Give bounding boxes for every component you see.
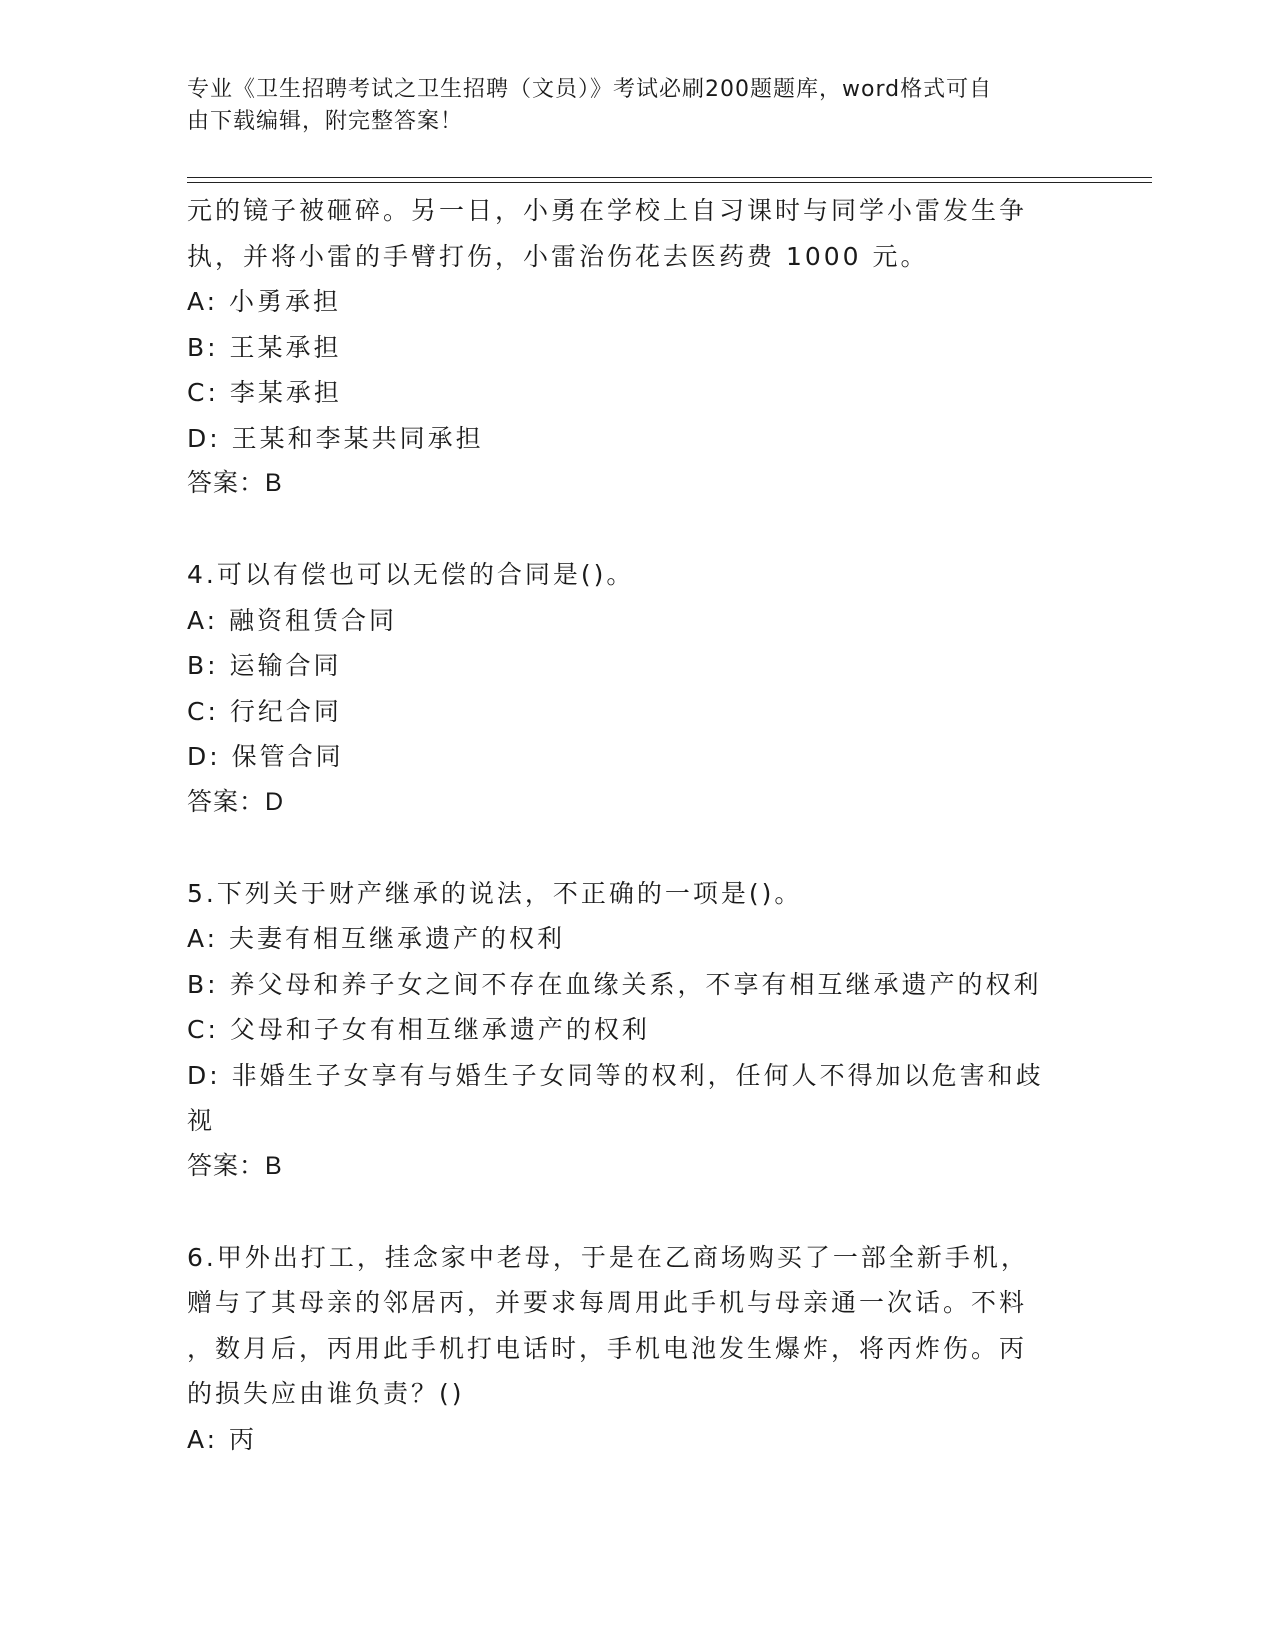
- spacer: [187, 507, 1087, 553]
- question-stem-line: 6.甲外出打工，挂念家中老母，于是在乙商场购买了一部全新手机，: [187, 1242, 1029, 1272]
- option-a: A: 丙: [187, 1424, 258, 1454]
- header-rule-bottom: [187, 182, 1152, 183]
- option-c: C: 李某承担: [187, 378, 342, 407]
- header-rule-top: [187, 177, 1152, 178]
- document-header: [187, 74, 1067, 138]
- question-stem-line: 的损失应由谁负责？(): [187, 1379, 465, 1408]
- option-d: D: 保管合同: [187, 742, 344, 771]
- answer-line: 答案：B: [187, 1151, 283, 1180]
- question-5: [187, 871, 1087, 1190]
- header-line-2: 由下载编辑，附完整答案！: [187, 109, 464, 134]
- question-3: [187, 188, 1087, 507]
- option-a: A: 融资租赁合同: [187, 605, 398, 635]
- document-body: [187, 188, 1087, 1462]
- option-c: C: 父母和子女有相互继承遗产的权利: [187, 1015, 650, 1044]
- option-b: B: 王某承担: [187, 332, 342, 362]
- question-stem-line: 元的镜子被砸碎。另一日，小勇在学校上自习课时与同学小雷发生争: [187, 196, 1028, 225]
- question-stem-line: 4.可以有偿也可以无偿的合同是()。: [187, 560, 635, 589]
- spacer: [187, 1189, 1087, 1235]
- option-b: B: 养父母和养子女之间不存在血缘关系，不享有相互继承遗产的权利: [187, 969, 1042, 999]
- option-d: D: 非婚生子女享有与婚生子女同等的权利，任何人不得加以危害和歧: [187, 1060, 1044, 1090]
- header-line-1: 专业《卫生招聘考试之卫生招聘（文员）》考试必刷200题题库，word格式可自: [187, 77, 993, 102]
- question-stem-line: 赠与了其母亲的邻居丙，并要求每周用此手机与母亲通一次话。不料: [187, 1288, 1028, 1317]
- question-6: [187, 1235, 1087, 1463]
- option-c: C: 行纪合同: [187, 696, 342, 726]
- option-d-continued: 视: [187, 1106, 216, 1135]
- option-b: B: 运输合同: [187, 651, 342, 680]
- question-stem-line: 5.下列关于财产继承的说法，不正确的一项是()。: [187, 878, 803, 908]
- answer-line: 答案：D: [187, 787, 285, 816]
- answer-line: 答案：B: [187, 469, 283, 497]
- option-a: A: 小勇承担: [187, 287, 342, 316]
- spacer: [187, 825, 1087, 871]
- question-4: [187, 552, 1087, 825]
- question-stem-line: ，数月后，丙用此手机打电话时，手机电池发生爆炸，将丙炸伤。丙: [187, 1333, 1028, 1363]
- option-d: D: 王某和李某共同承担: [187, 423, 484, 453]
- question-stem-line: 执，并将小雷的手臂打伤，小雷治伤花去医药费 1000 元。: [187, 241, 929, 271]
- option-a: A: 夫妻有相互继承遗产的权利: [187, 924, 566, 953]
